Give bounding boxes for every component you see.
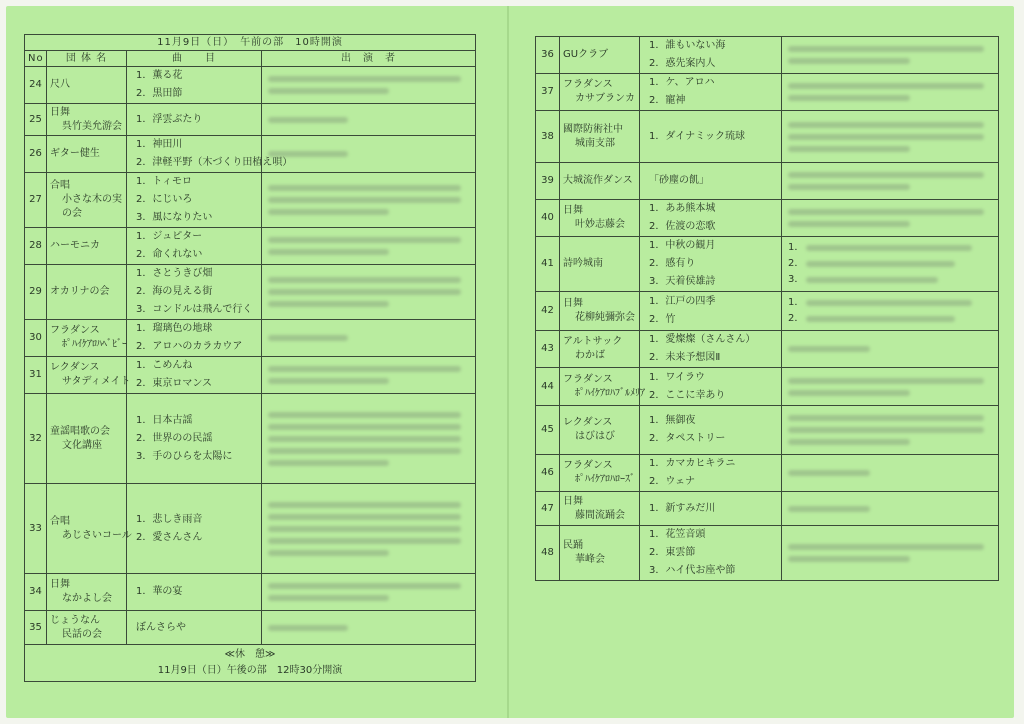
song-title: 1．さとうきび畑: [136, 268, 213, 279]
group-name-line: 國際防術社中: [563, 123, 623, 135]
song-title: 2．竹: [649, 314, 676, 325]
performer-list: [782, 200, 999, 237]
song-list: [127, 67, 262, 104]
entry-number: 30: [25, 320, 47, 357]
redacted-names: [268, 249, 389, 255]
group-name-line: 叶妙志藤会: [575, 219, 625, 230]
entry-number: 39: [536, 163, 560, 200]
group-name-line: 日舞: [50, 106, 70, 118]
song-title: 2．未来予想図Ⅱ: [649, 352, 721, 363]
table-row: [536, 406, 999, 455]
table-row: [25, 574, 476, 611]
group-name: [560, 292, 640, 331]
group-name-line: じょうなん: [50, 614, 100, 626]
redacted-names: [268, 209, 389, 215]
table-row: [25, 67, 476, 104]
redacted-names: [788, 46, 984, 52]
song-title: 1．ワイラウ: [649, 371, 706, 383]
group-name-line: ﾎﾟﾊｲｹｱﾛﾊﾍﾞﾋﾞｰ: [62, 339, 127, 350]
song-title: 1．新すみだ川: [649, 502, 716, 514]
redacted-names: [788, 95, 910, 101]
redacted-names: [788, 134, 984, 140]
group-name: [560, 163, 640, 200]
song-title: 1．無御夜: [649, 415, 696, 426]
redacted-names: [268, 436, 461, 442]
redacted-names: [788, 390, 910, 396]
performer-number: 1．: [788, 242, 805, 253]
redacted-names: [806, 261, 955, 267]
group-name: [560, 368, 645, 406]
song-list: [640, 111, 782, 163]
song-list: [640, 406, 782, 455]
entry-number: 29: [25, 265, 47, 320]
entry-number: 28: [25, 228, 47, 265]
group-name: [560, 237, 640, 292]
table-row: [536, 292, 999, 331]
song-list: [127, 136, 293, 173]
performer-number: 2．: [788, 313, 805, 324]
performer-list: [782, 163, 999, 200]
song-title: 1．誰もいない海: [649, 40, 726, 51]
group-name-line: 合唱: [50, 180, 70, 191]
redacted-names: [268, 514, 461, 520]
song-title: 3．天着侯雄詩: [649, 276, 716, 287]
performer-list: [782, 406, 999, 455]
song-list: [127, 173, 262, 228]
redacted-names: [268, 448, 461, 454]
performer-line: [788, 295, 992, 311]
song-title: 2．東雲節: [649, 547, 696, 558]
performer-list: [782, 492, 999, 526]
group-name-line: ﾎﾟﾊｲｹｱﾛﾊﾛｰｽﾞ: [575, 474, 635, 485]
col-performers: 出 演 者: [262, 51, 476, 67]
song-list: [640, 492, 782, 526]
song-title: 3．風になりたい: [136, 212, 213, 223]
redacted-names: [788, 544, 984, 550]
col-group: 団 体 名: [47, 51, 127, 67]
redacted-names: [788, 346, 870, 352]
performer-list: [782, 111, 999, 163]
break-label: ≪休 憩≫: [224, 649, 276, 660]
song-title: 2．愛さんさん: [136, 531, 203, 543]
group-name-line: フラダンス: [563, 373, 613, 385]
group-name-line: レクダンス: [563, 417, 613, 428]
group-name: [560, 406, 640, 455]
performer-list: [262, 136, 476, 173]
group-name-line: 日舞: [563, 495, 583, 507]
song-list: [127, 104, 262, 136]
group-name-line: サタディメイト: [62, 376, 131, 387]
song-title: 2．海の見える街: [136, 286, 213, 297]
group-name-line: 大城流作ダンス: [563, 175, 633, 186]
table-row: [25, 320, 476, 357]
performer-list: [782, 37, 999, 74]
group-name: [47, 611, 127, 645]
redacted-names: [788, 470, 870, 476]
song-title: 1．カマカヒキラニ: [649, 458, 736, 469]
performer-list: [262, 104, 476, 136]
song-list: [127, 394, 262, 484]
redacted-names: [806, 277, 938, 283]
table-row: [536, 455, 999, 492]
redacted-names: [268, 583, 461, 589]
song-list: [640, 331, 782, 368]
song-title: 2．ウェナ: [649, 476, 695, 487]
performer-list: [262, 394, 476, 484]
song-list: [127, 574, 262, 611]
group-name-line: 尺八: [50, 79, 70, 90]
group-name: [47, 320, 127, 357]
group-name-line: 詩吟城南: [563, 258, 603, 269]
group-name-line: 民話の会: [62, 628, 102, 640]
redacted-names: [268, 197, 461, 203]
redacted-names: [268, 277, 461, 283]
group-name-line: 藤間流踊会: [575, 509, 625, 521]
group-name: [47, 484, 132, 574]
redacted-names: [268, 76, 461, 82]
entry-number: 31: [25, 357, 47, 394]
song-title: 2．黒田節: [136, 88, 183, 99]
performer-list: [262, 574, 476, 611]
table-row: [25, 265, 476, 320]
redacted-names: [788, 427, 984, 433]
song-title: 1．こめんね: [136, 360, 193, 371]
group-name: [560, 74, 640, 111]
table-row: [536, 163, 999, 200]
redacted-names: [268, 502, 461, 508]
song-title: 2．佐渡の恋歌: [649, 221, 716, 232]
redacted-names: [268, 185, 461, 191]
group-name-line: なかよし会: [62, 593, 112, 604]
group-name-line: 呉竹美允游会: [62, 120, 122, 132]
redacted-names: [788, 415, 984, 421]
table-row: [536, 111, 999, 163]
redacted-names: [268, 378, 389, 384]
group-name-line: 合唱: [50, 515, 70, 527]
performer-line: [788, 256, 992, 272]
song-title: 1．神田川: [136, 139, 183, 150]
table-row: [536, 237, 999, 292]
performer-line: [788, 240, 992, 256]
col-no: No: [25, 51, 47, 67]
entry-number: 36: [536, 37, 560, 74]
entry-number: 25: [25, 104, 47, 136]
redacted-names: [268, 625, 348, 631]
song-list: [640, 37, 782, 74]
entry-number: 24: [25, 67, 47, 104]
group-name-line: 文化講座: [62, 439, 102, 451]
redacted-names: [788, 122, 984, 128]
performer-list: [782, 74, 999, 111]
performer-number: 3．: [788, 274, 805, 285]
group-name-line: 華峰会: [575, 554, 605, 565]
entry-number: 27: [25, 173, 47, 228]
group-name: [560, 111, 640, 163]
redacted-names: [268, 526, 461, 532]
group-name-line: ギター健生: [50, 148, 100, 159]
redacted-names: [788, 146, 910, 152]
entry-number: 40: [536, 200, 560, 237]
performer-number: 2．: [788, 258, 805, 269]
group-name-line: わかば: [575, 350, 605, 361]
performer-list: [782, 237, 999, 292]
redacted-names: [788, 439, 910, 445]
redacted-names: [788, 378, 984, 384]
song-list: [127, 265, 262, 320]
entry-number: 34: [25, 574, 47, 611]
group-name: [47, 357, 131, 394]
group-name: [47, 104, 127, 136]
redacted-names: [268, 550, 389, 556]
table-row: [25, 611, 476, 645]
entry-number: 26: [25, 136, 47, 173]
table-row: [536, 37, 999, 74]
group-name-line: あじさいコール: [62, 529, 132, 541]
group-name-line: はびはび: [575, 431, 615, 442]
entry-number: 43: [536, 331, 560, 368]
redacted-names: [268, 335, 348, 341]
song-title: 2．惑先案内人: [649, 58, 716, 69]
song-title: 2．感有り: [649, 258, 696, 269]
group-name-line: フラダンス: [563, 460, 613, 471]
table-row: [25, 104, 476, 136]
group-name-line: オカリナの会: [50, 286, 110, 297]
song-title: 3．コンドルは飛んで行く: [136, 304, 253, 315]
table-row: [25, 136, 476, 173]
performer-list: [262, 484, 476, 574]
table-row: [536, 526, 999, 581]
redacted-names: [788, 83, 984, 89]
song-title: 1．瑠璃色の地球: [136, 323, 213, 334]
group-name-line: 童謡唱歌の会: [50, 425, 110, 437]
song-title: 1．ジュピター: [136, 231, 203, 242]
song-title: 1．江戸の四季: [649, 296, 716, 307]
redacted-names: [268, 151, 348, 157]
table-row: [25, 484, 476, 574]
entry-number: 37: [536, 74, 560, 111]
redacted-names: [788, 58, 910, 64]
song-title: 1．愛燦燦（さんさん）: [649, 334, 756, 345]
group-name-line: の会: [62, 208, 82, 219]
group-name-line: 城南支部: [575, 137, 615, 149]
redacted-names: [268, 289, 461, 295]
entry-number: 48: [536, 526, 560, 581]
entry-number: 44: [536, 368, 560, 406]
song-list: [640, 526, 782, 581]
group-name-line: 民踊: [563, 540, 583, 551]
entry-number: 35: [25, 611, 47, 645]
song-title: 2．にじいろ: [136, 194, 193, 205]
song-title: 1．トィモロ: [136, 176, 192, 187]
morning-program-table: [24, 34, 476, 682]
group-name-line: カサブランカ: [575, 93, 635, 104]
group-name: [560, 526, 640, 581]
redacted-names: [268, 460, 389, 466]
song-title: 2．ここに幸あり: [649, 389, 726, 401]
performer-list: [782, 331, 999, 368]
redacted-names: [788, 209, 984, 215]
performer-list: [262, 265, 476, 320]
entry-number: 33: [25, 484, 47, 574]
song-list: [127, 357, 262, 394]
entry-number: 45: [536, 406, 560, 455]
group-name-line: ﾎﾟﾊｲｹｱﾛﾊﾌﾞﾙﾒﾘｱ: [575, 387, 645, 399]
group-name-line: 日舞: [50, 579, 70, 590]
performer-list: [782, 526, 999, 581]
entry-number: 46: [536, 455, 560, 492]
song-list: [127, 611, 262, 645]
redacted-names: [788, 172, 984, 178]
redacted-names: [268, 88, 389, 94]
song-list: [640, 200, 782, 237]
performer-list: [782, 368, 999, 406]
performer-list: [782, 455, 999, 492]
song-title: 2．寵神: [649, 95, 686, 106]
redacted-names: [788, 556, 910, 562]
performer-list: [262, 228, 476, 265]
table-row: [25, 173, 476, 228]
song-list: [127, 320, 262, 357]
redacted-names: [788, 221, 910, 227]
redacted-names: [268, 237, 461, 243]
song-title: 1．ケ、アロハ: [649, 77, 715, 88]
song-title: ぼんさらや: [136, 621, 186, 633]
page-fold: [507, 6, 509, 718]
performer-list: [782, 292, 999, 331]
song-title: 1．ダイナミック琉球: [649, 130, 745, 142]
table-row: [25, 357, 476, 394]
performer-number: 1．: [788, 297, 805, 308]
song-title: 3．手のひらを太陽に: [136, 450, 233, 462]
entry-number: 47: [536, 492, 560, 526]
group-name: [47, 265, 127, 320]
redacted-names: [268, 117, 348, 123]
session-title: 11月9日（日） 午前の部 10時開演: [25, 35, 476, 51]
afternoon-program-table: [535, 36, 999, 581]
group-name-line: アルトサック: [563, 336, 623, 347]
performer-list: [262, 357, 476, 394]
song-title: 「砂塵の飢」: [649, 175, 709, 186]
redacted-names: [788, 506, 870, 512]
group-name-line: フラダンス: [563, 79, 613, 90]
table-row: [536, 368, 999, 406]
song-title: 2．世界のの民謡: [136, 432, 213, 444]
group-name: [47, 228, 127, 265]
redacted-names: [268, 595, 389, 601]
song-list: [640, 237, 782, 292]
song-title: 2．東京ロマンス: [136, 378, 213, 389]
group-name-line: ハーモニカ: [50, 240, 100, 251]
break-section: [25, 645, 476, 682]
redacted-names: [268, 538, 461, 544]
group-name-line: 日舞: [563, 298, 583, 309]
entry-number: 42: [536, 292, 560, 331]
redacted-names: [788, 184, 910, 190]
group-name: [47, 394, 127, 484]
group-name: [47, 173, 127, 228]
entry-number: 41: [536, 237, 560, 292]
song-title: 2．津軽平野（木づくり田植え唄）: [136, 157, 293, 168]
song-title: 1．日本古謡: [136, 414, 193, 426]
song-title: 1．花笠音頭: [649, 529, 706, 540]
song-title: 1．浮雲ぶたり: [136, 113, 203, 125]
group-name: [560, 37, 640, 74]
table-row: [536, 492, 999, 526]
performer-list: [262, 320, 476, 357]
song-title: 2．タペストリー: [649, 433, 726, 444]
song-title: 1．悲しき雨音: [136, 513, 203, 525]
song-list: [640, 455, 782, 492]
performer-list: [262, 611, 476, 645]
song-title: 1．ああ熊本城: [649, 203, 716, 214]
table-row: [25, 228, 476, 265]
table-row: [25, 394, 476, 484]
table-row: [536, 74, 999, 111]
redacted-names: [806, 245, 972, 251]
redacted-names: [268, 366, 461, 372]
entry-number: 32: [25, 394, 47, 484]
group-name-line: フラダンス: [50, 325, 100, 336]
song-title: 1．薫る花: [136, 70, 183, 81]
group-name-line: 日舞: [563, 205, 583, 216]
redacted-names: [268, 301, 389, 307]
group-name: [47, 67, 127, 104]
entry-number: 38: [536, 111, 560, 163]
performer-line: [788, 272, 992, 288]
group-name: [560, 455, 640, 492]
group-name: [560, 200, 640, 237]
song-title: 1．中秋の観月: [649, 240, 716, 251]
group-name: [560, 331, 640, 368]
afternoon-title: 11月9日（日）午後の部 12時30分開演: [157, 665, 343, 676]
col-songs: 曲 目: [127, 51, 262, 67]
group-name: [47, 574, 127, 611]
song-list: [127, 228, 262, 265]
song-title: 1．華の宴: [136, 586, 183, 597]
group-name-line: 小さな木の実: [62, 194, 122, 205]
redacted-names: [268, 424, 461, 430]
table-row: [536, 200, 999, 237]
redacted-names: [268, 412, 461, 418]
song-list: [127, 484, 262, 574]
group-name: [560, 492, 640, 526]
group-name-line: レクダンス: [50, 362, 100, 373]
performer-list: [262, 173, 476, 228]
group-name-line: GUクラブ: [563, 49, 609, 60]
song-title: 2．アロハのカラカウア: [136, 341, 243, 352]
song-list: [640, 368, 782, 406]
song-list: [640, 163, 782, 200]
song-title: 3．ハイ代お座や節: [649, 565, 736, 576]
performer-line: [788, 311, 992, 327]
redacted-names: [806, 316, 955, 322]
song-title: 2．命くれない: [136, 249, 203, 260]
song-list: [640, 292, 782, 331]
song-list: [640, 74, 782, 111]
redacted-names: [806, 300, 972, 306]
performer-list: [262, 67, 476, 104]
group-name: [47, 136, 127, 173]
group-name-line: 花柳純彌弥会: [575, 312, 635, 323]
table-row: [536, 331, 999, 368]
